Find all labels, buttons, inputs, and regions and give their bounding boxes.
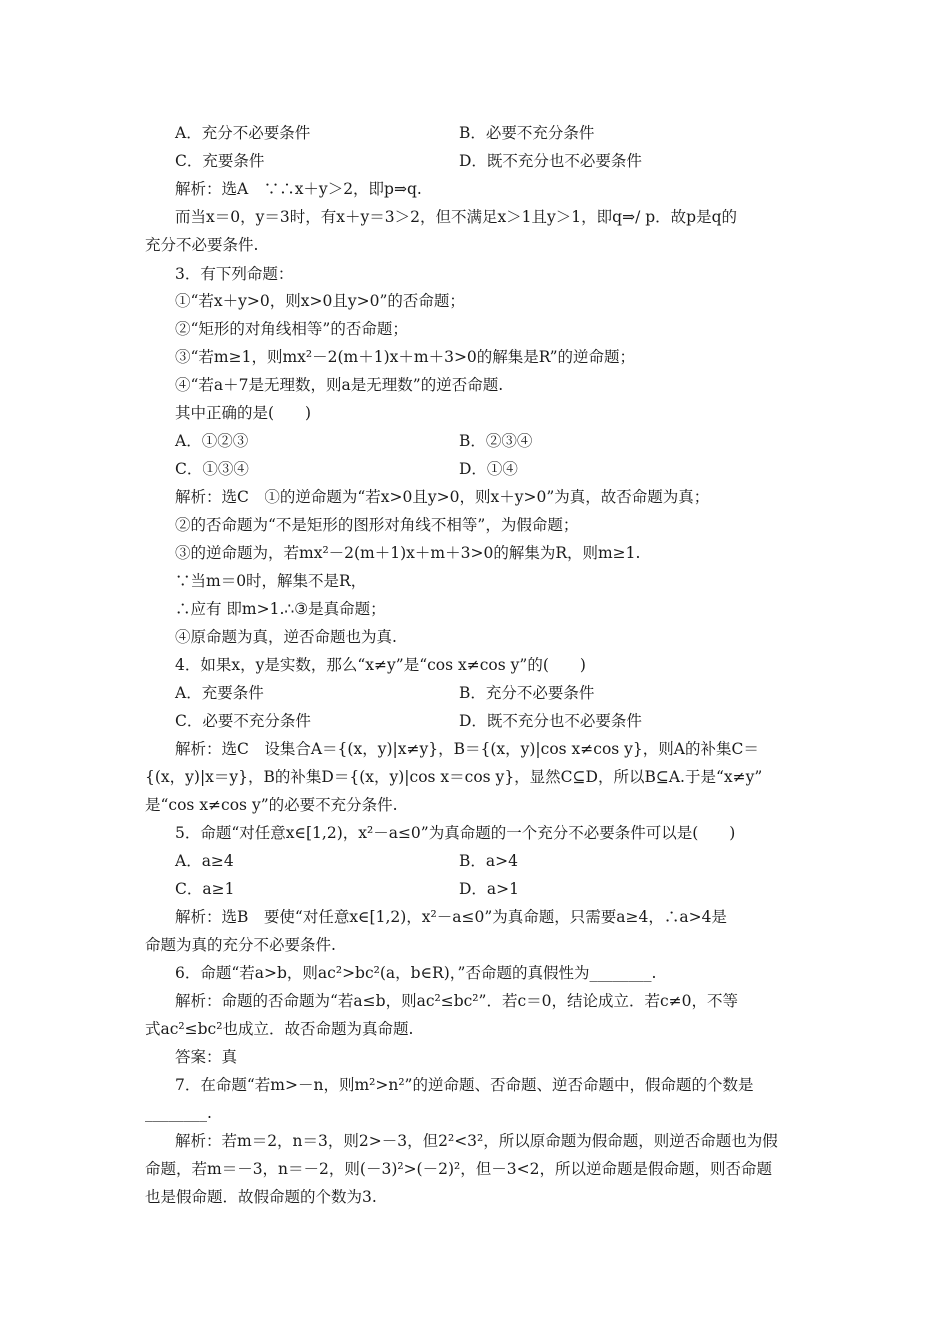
text-line: A．a≥4 (175, 852, 234, 870)
text-line: 命题，若m＝－3，n＝－2，则(－3)²>(－2)²，但－3<2，所以逆命题是假命题，则否命题 (145, 1160, 772, 1178)
text-line: B．a>4 (459, 852, 518, 870)
text-line: 其中正确的是( ) (175, 404, 312, 422)
text-line: C．必要不充分条件 (175, 712, 311, 730)
text-line: ④“若a＋7是无理数，则a是无理数”的逆否命题. (175, 376, 504, 394)
text-line: D．既不充分也不必要条件 (459, 152, 642, 170)
text-line: ④原命题为真，逆否命题也为真. (175, 628, 397, 646)
text-line: D．既不充分也不必要条件 (459, 712, 642, 730)
text-line: 命题为真的充分不必要条件. (145, 936, 336, 954)
text-line: 式ac²≤bc²也成立．故否命题为真命题. (145, 1020, 414, 1038)
text-line: B．②③④ (459, 432, 533, 450)
text-line: 5．命题“对任意x∈[1,2)，x²－a≤0”为真命题的一个充分不必要条件可以是( ) (175, 824, 736, 842)
text-line: A．充要条件 (175, 684, 264, 702)
text-line: 解析：选C ①的逆命题为“若x>0且y>0，则x＋y>0”为真，故否命题为真； (175, 488, 710, 506)
text-line: ①“若x＋y>0，则x>0且y>0”的否命题； (175, 292, 465, 310)
text-line: ∵当m＝0时，解集不是R， (175, 572, 367, 590)
text-line: ③“若m≥1，则mx²－2(m＋1)x＋m＋3>0的解集是R”的逆命题； (175, 348, 636, 366)
text-line: {(x，y)|x＝y}，B的补集D＝{(x，y)|cos x＝cos y}，显然C⊆D，所以B⊆A.于是“x≠y” (145, 768, 763, 786)
text-line: C．①③④ (175, 460, 249, 478)
text-line: ③的逆命题为，若mx²－2(m＋1)x＋m＋3>0的解集为R，则m≥1. (175, 544, 641, 562)
text-line: ________. (145, 1104, 212, 1122)
text-line: B．充分不必要条件 (459, 684, 595, 702)
text-line: 解析：选C 设集合A＝{(x，y)|x≠y}，B＝{(x，y)|cos x≠cos y}，则A的补集C＝ (175, 740, 759, 758)
text-line: 解析：选B 要使“对任意x∈[1,2)，x²－a≤0”为真命题，只需要a≥4，∴a>4是 (175, 908, 727, 926)
text-line: A．充分不必要条件 (175, 124, 311, 142)
text-line: 解析：选A ∵∴x＋y＞2，即p⇒q. (175, 180, 422, 198)
text-line: 而当x＝0，y＝3时，有x＋y＝3＞2，但不满足x＞1且y＞1，即q⇒/ p．故p是q的 (175, 208, 737, 226)
text-line: A．①②③ (175, 432, 249, 450)
text-line: 7．在命题“若m>－n，则m²>n²”的逆命题、否命题、逆否命题中，假命题的个数是 (175, 1076, 754, 1094)
text-line: ②的否命题为“不是矩形的图形对角线不相等”，为假命题； (175, 516, 579, 534)
text-line: ∴应有 即m>1.∴③是真命题； (175, 600, 386, 618)
text-line: D．①④ (459, 460, 518, 478)
text-line: 解析：命题的否命题为“若a≤b，则ac²≤bc²”．若c＝0，结论成立．若c≠0，不等 (175, 992, 739, 1010)
text-line: C．a≥1 (175, 880, 235, 898)
text-line: 也是假命题．故假命题的个数为3. (145, 1188, 377, 1206)
text-line: 6．命题“若a>b，则ac²>bc²(a，b∈R)，”否命题的真假性为________. (175, 964, 657, 982)
text-line: ②“矩形的对角线相等”的否命题； (175, 320, 408, 338)
text-line: 3．有下列命题： (175, 265, 294, 283)
text-line: 充分不必要条件. (145, 236, 259, 254)
text-line: 是“cos x≠cos y”的必要不充分条件. (145, 796, 398, 814)
text-line: 答案：真 (175, 1048, 238, 1066)
text-line: C．充要条件 (175, 152, 265, 170)
text-line: D．a>1 (459, 880, 520, 898)
text-line: B．必要不充分条件 (459, 124, 595, 142)
text-line: 解析：若m＝2，n＝3，则2>－3，但2²<3²，所以原命题为假命题，则逆否命题也为假 (175, 1132, 778, 1150)
text-line: 4．如果x，y是实数，那么“x≠y”是“cos x≠cos y”的( ) (175, 656, 586, 674)
